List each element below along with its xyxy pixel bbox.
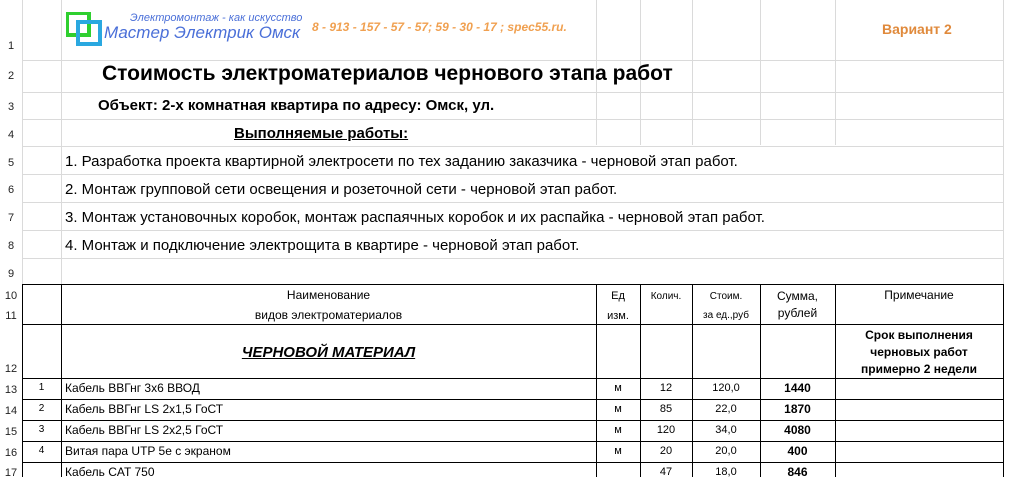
header-note[interactable]: Примечание [884,288,954,302]
work-item[interactable]: 2. Монтаж групповой сети освещения и розеточной сети - черновой этап работ. [65,181,618,198]
row-number[interactable]: 9 [7,268,15,280]
item-name[interactable]: Кабель ВВГнг 3х6 ВВОД [65,381,200,395]
item-sum[interactable]: 1870 [784,402,811,416]
item-price[interactable]: 120,0 [712,382,740,394]
row-number[interactable]: 6 [7,184,15,196]
company-logo-icon [66,12,102,46]
row-number[interactable]: 13 [4,384,18,396]
item-name[interactable]: Кабель ВВГнг LS 2х1,5 ГоСТ [65,402,224,416]
item-number[interactable]: 4 [38,445,45,456]
item-name[interactable]: Кабель ВВГнг LS 2х2,5 ГоСТ [65,423,224,437]
header-qty[interactable]: Колич. [650,291,682,302]
item-unit[interactable]: м [614,424,622,436]
works-heading[interactable]: Выполняемые работы: [234,125,409,142]
header-name[interactable]: Наименование [286,288,371,302]
row-number[interactable]: 17 [4,467,18,479]
work-item[interactable]: 3. Монтаж установочных коробок, монтаж распаячных коробок и их распайка - черновой этап работ. [65,209,765,226]
item-sum[interactable]: 846 [787,465,808,479]
item-sum[interactable]: 1440 [784,381,811,395]
item-unit[interactable]: м [614,445,622,457]
item-name[interactable]: Витая пара UTP 5е с экраном [65,444,231,458]
work-item[interactable]: 4. Монтаж и подключение электрощита в квартире - черновой этап работ. [65,237,580,254]
row-number[interactable]: 14 [4,405,18,417]
header-price-sub[interactable]: за ед.,руб [703,310,749,321]
row-number[interactable]: 1 [7,40,15,52]
header-unit[interactable]: Ед [611,290,625,302]
header-sum-sub[interactable]: рублей [777,306,818,320]
variant-label[interactable]: Вариант 2 [882,21,952,37]
row-number[interactable]: 7 [7,212,15,224]
deadline-note-line[interactable]: Срок выполнения [865,328,973,342]
item-number[interactable]: 1 [38,382,45,393]
header-price[interactable]: Стоим. [709,291,743,302]
item-unit[interactable]: м [614,382,622,394]
header-unit-sub[interactable]: изм. [607,310,629,322]
row-number[interactable]: 16 [4,447,18,459]
item-name[interactable]: Кабель CAT 750 [65,465,155,479]
item-qty[interactable]: 85 [659,403,673,415]
row-number[interactable]: 2 [7,70,15,82]
item-sum[interactable]: 4080 [784,423,811,437]
row-number[interactable]: 11 [5,310,17,322]
deadline-note-line[interactable]: черновых работ [870,345,968,359]
header-sum[interactable]: Сумма, [776,289,819,303]
item-qty[interactable]: 120 [656,424,676,436]
item-qty[interactable]: 47 [659,466,673,478]
page-title[interactable]: Стоимость электроматериалов чернового этапа работ [102,62,673,85]
item-number[interactable]: 2 [38,403,45,414]
section-title[interactable]: ЧЕРНОВОЙ МАТЕРИАЛ [241,344,416,361]
item-sum[interactable]: 400 [787,444,808,458]
deadline-note-line[interactable]: примерно 2 недели [861,362,977,376]
company-name: Мастер Электрик Омск [104,23,300,42]
item-price[interactable]: 20,0 [715,445,737,457]
row-number[interactable]: 15 [4,426,18,438]
item-unit[interactable]: м [614,403,622,415]
item-number[interactable]: 3 [38,424,45,435]
row-header-column [0,0,22,477]
row-number[interactable]: 8 [7,240,15,252]
item-price[interactable]: 34,0 [715,424,737,436]
row-number[interactable]: 5 [7,157,15,169]
item-price[interactable]: 22,0 [715,403,737,415]
row-number[interactable]: 3 [7,101,15,113]
company-tagline: Электромонтаж - как искусство [130,12,303,24]
item-qty[interactable]: 12 [659,382,673,394]
row-number[interactable]: 12 [4,363,18,375]
contact-info: 8 - 913 - 157 - 57 - 57; 59 - 30 - 17 ; spec55.ru. [312,20,567,34]
row-number[interactable]: 10 [4,290,18,302]
item-qty[interactable]: 20 [659,445,673,457]
work-item[interactable]: 1. Разработка проекта квартирной электросети по тех заданию заказчика - черновой этап работ. [65,153,738,170]
header-name-sub[interactable]: видов электроматериалов [254,308,403,322]
item-price[interactable]: 18,0 [715,466,737,478]
object-address[interactable]: Объект: 2-х комнатная квартира по адресу: Омск, ул. [98,97,495,114]
row-number[interactable]: 4 [7,129,15,141]
